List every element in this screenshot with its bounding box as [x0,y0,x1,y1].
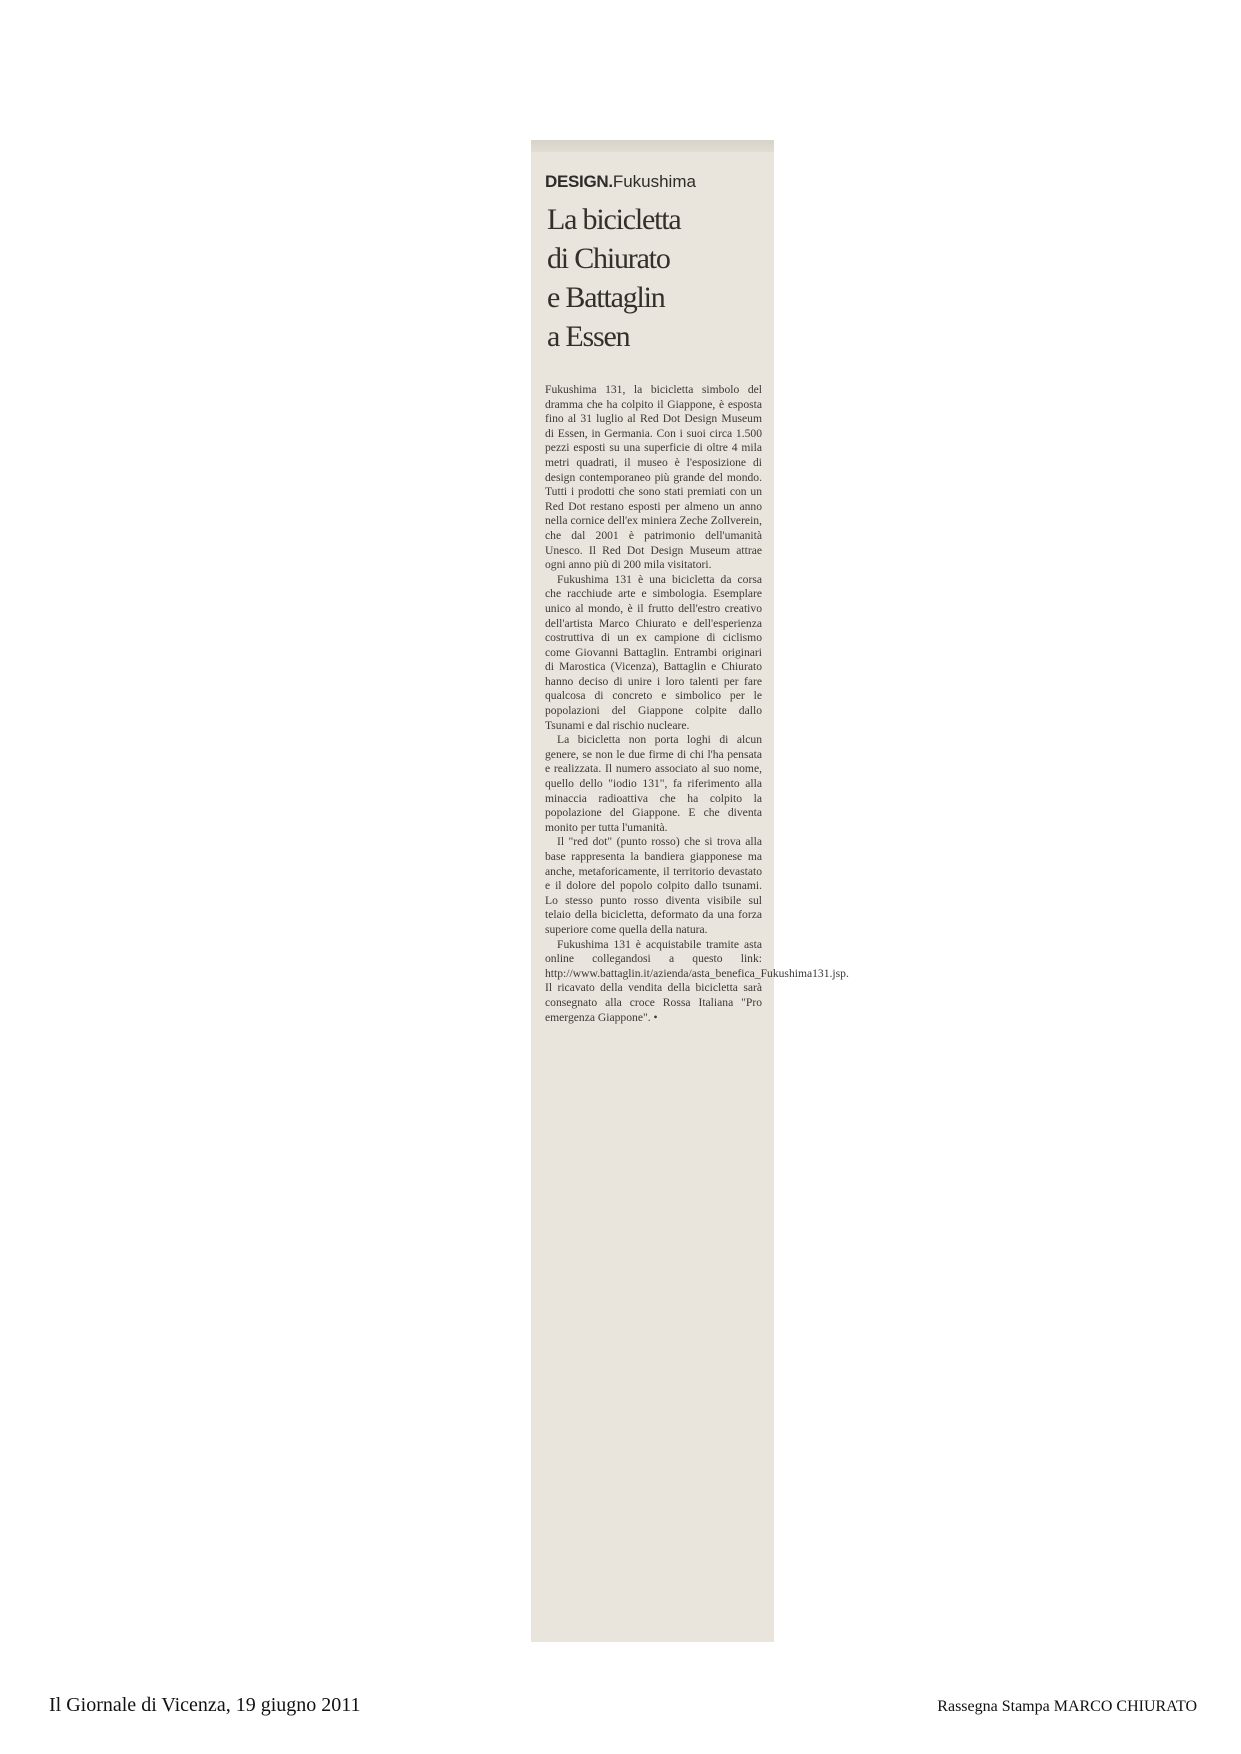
article-paragraph: La bicicletta non porta loghi di alcun genere, se non le due firme di chi l'ha pensata e realizzata. Il numero associato al suo nome, quello dello "iodio 131", fa riferimento alla minaccia radioattiva che ha colpito la popolazione del Giappone. E che diventa monito per tutta l'umanità. [545,733,762,834]
article-section: DESIGN. [545,172,613,191]
article-paragraph: Fukushima 131, la bicicletta simbolo del dramma che ha colpito il Giappone, è esposta fino al 31 luglio al Red Dot Design Museum di Essen, in Germania. Con i suoi circa 1.500 pezzi esposti su una superficie di oltre 4 mila metri quadrati, il museo è l'esposizione di design contemporaneo più grande del mondo. Tutti i prodotti che sono stati premiati con un Red Dot restano esposti per almeno un anno nella cornice dell'ex miniera Zeche Zollverein, che dal 2001 è patrimonio dell'umanità Unesco. Il Red Dot Design Museum attrae ogni anno più di 200 mila visitatori. [545,383,762,572]
footer-source: Il Giornale di Vicenza, 19 giugno 2011 [49,1694,361,1716]
footer-press-review: Rassegna Stampa MARCO CHIURATO [937,1698,1197,1715]
article-headline [547,200,762,356]
clipping-top-band [531,140,774,152]
article-paragraph: Fukushima 131 è acquistabile tramite asta online collegandosi a questo link: http://www.battaglin.it/azienda/asta_benefica_Fukushima131.jsp. Il ricavato della vendita della bicicletta sarà consegnato alla croce Rossa Italiana "Pro emergenza Giappone". • [545,937,849,1024]
article-paragraph: Fukushima 131 è una bicicletta da corsa che racchiude arte e simbologia. Esemplare unico al mondo, è il frutto dell'estro creativo dell'artista Marco Chiurato e dell'esperienza costruttiva di un ex campione di ciclismo come Giovanni Battaglin. Entrambi originari di Marostica (Vicenza), Battaglin e Chiurato hanno deciso di unire i loro talenti per fare qualcosa di concreto e simbolico per le popolazioni del Giappone colpite dallo Tsunami e dal rischio nucleare. [545,572,762,732]
newspaper-clipping [531,140,849,1642]
article-body [545,383,849,1025]
article-topic: Fukushima [612,172,696,191]
article-kicker [545,172,762,192]
headline-line: a Essen [547,320,630,353]
headline-line: La bicicletta [547,203,681,236]
headline-line: e Battaglin [547,281,665,314]
article-paragraph: Il "red dot" (punto rosso) che si trova alla base rappresenta la bandiera giapponese ma anche, metaforicamente, il territorio devastato e il dolore del popolo colpito dallo tsunami. Lo stesso punto rosso diventa visibile sul telaio della bicicletta, deformato da una forza superiore come quella della natura. [545,835,762,936]
headline-line: di Chiurato [547,242,670,275]
